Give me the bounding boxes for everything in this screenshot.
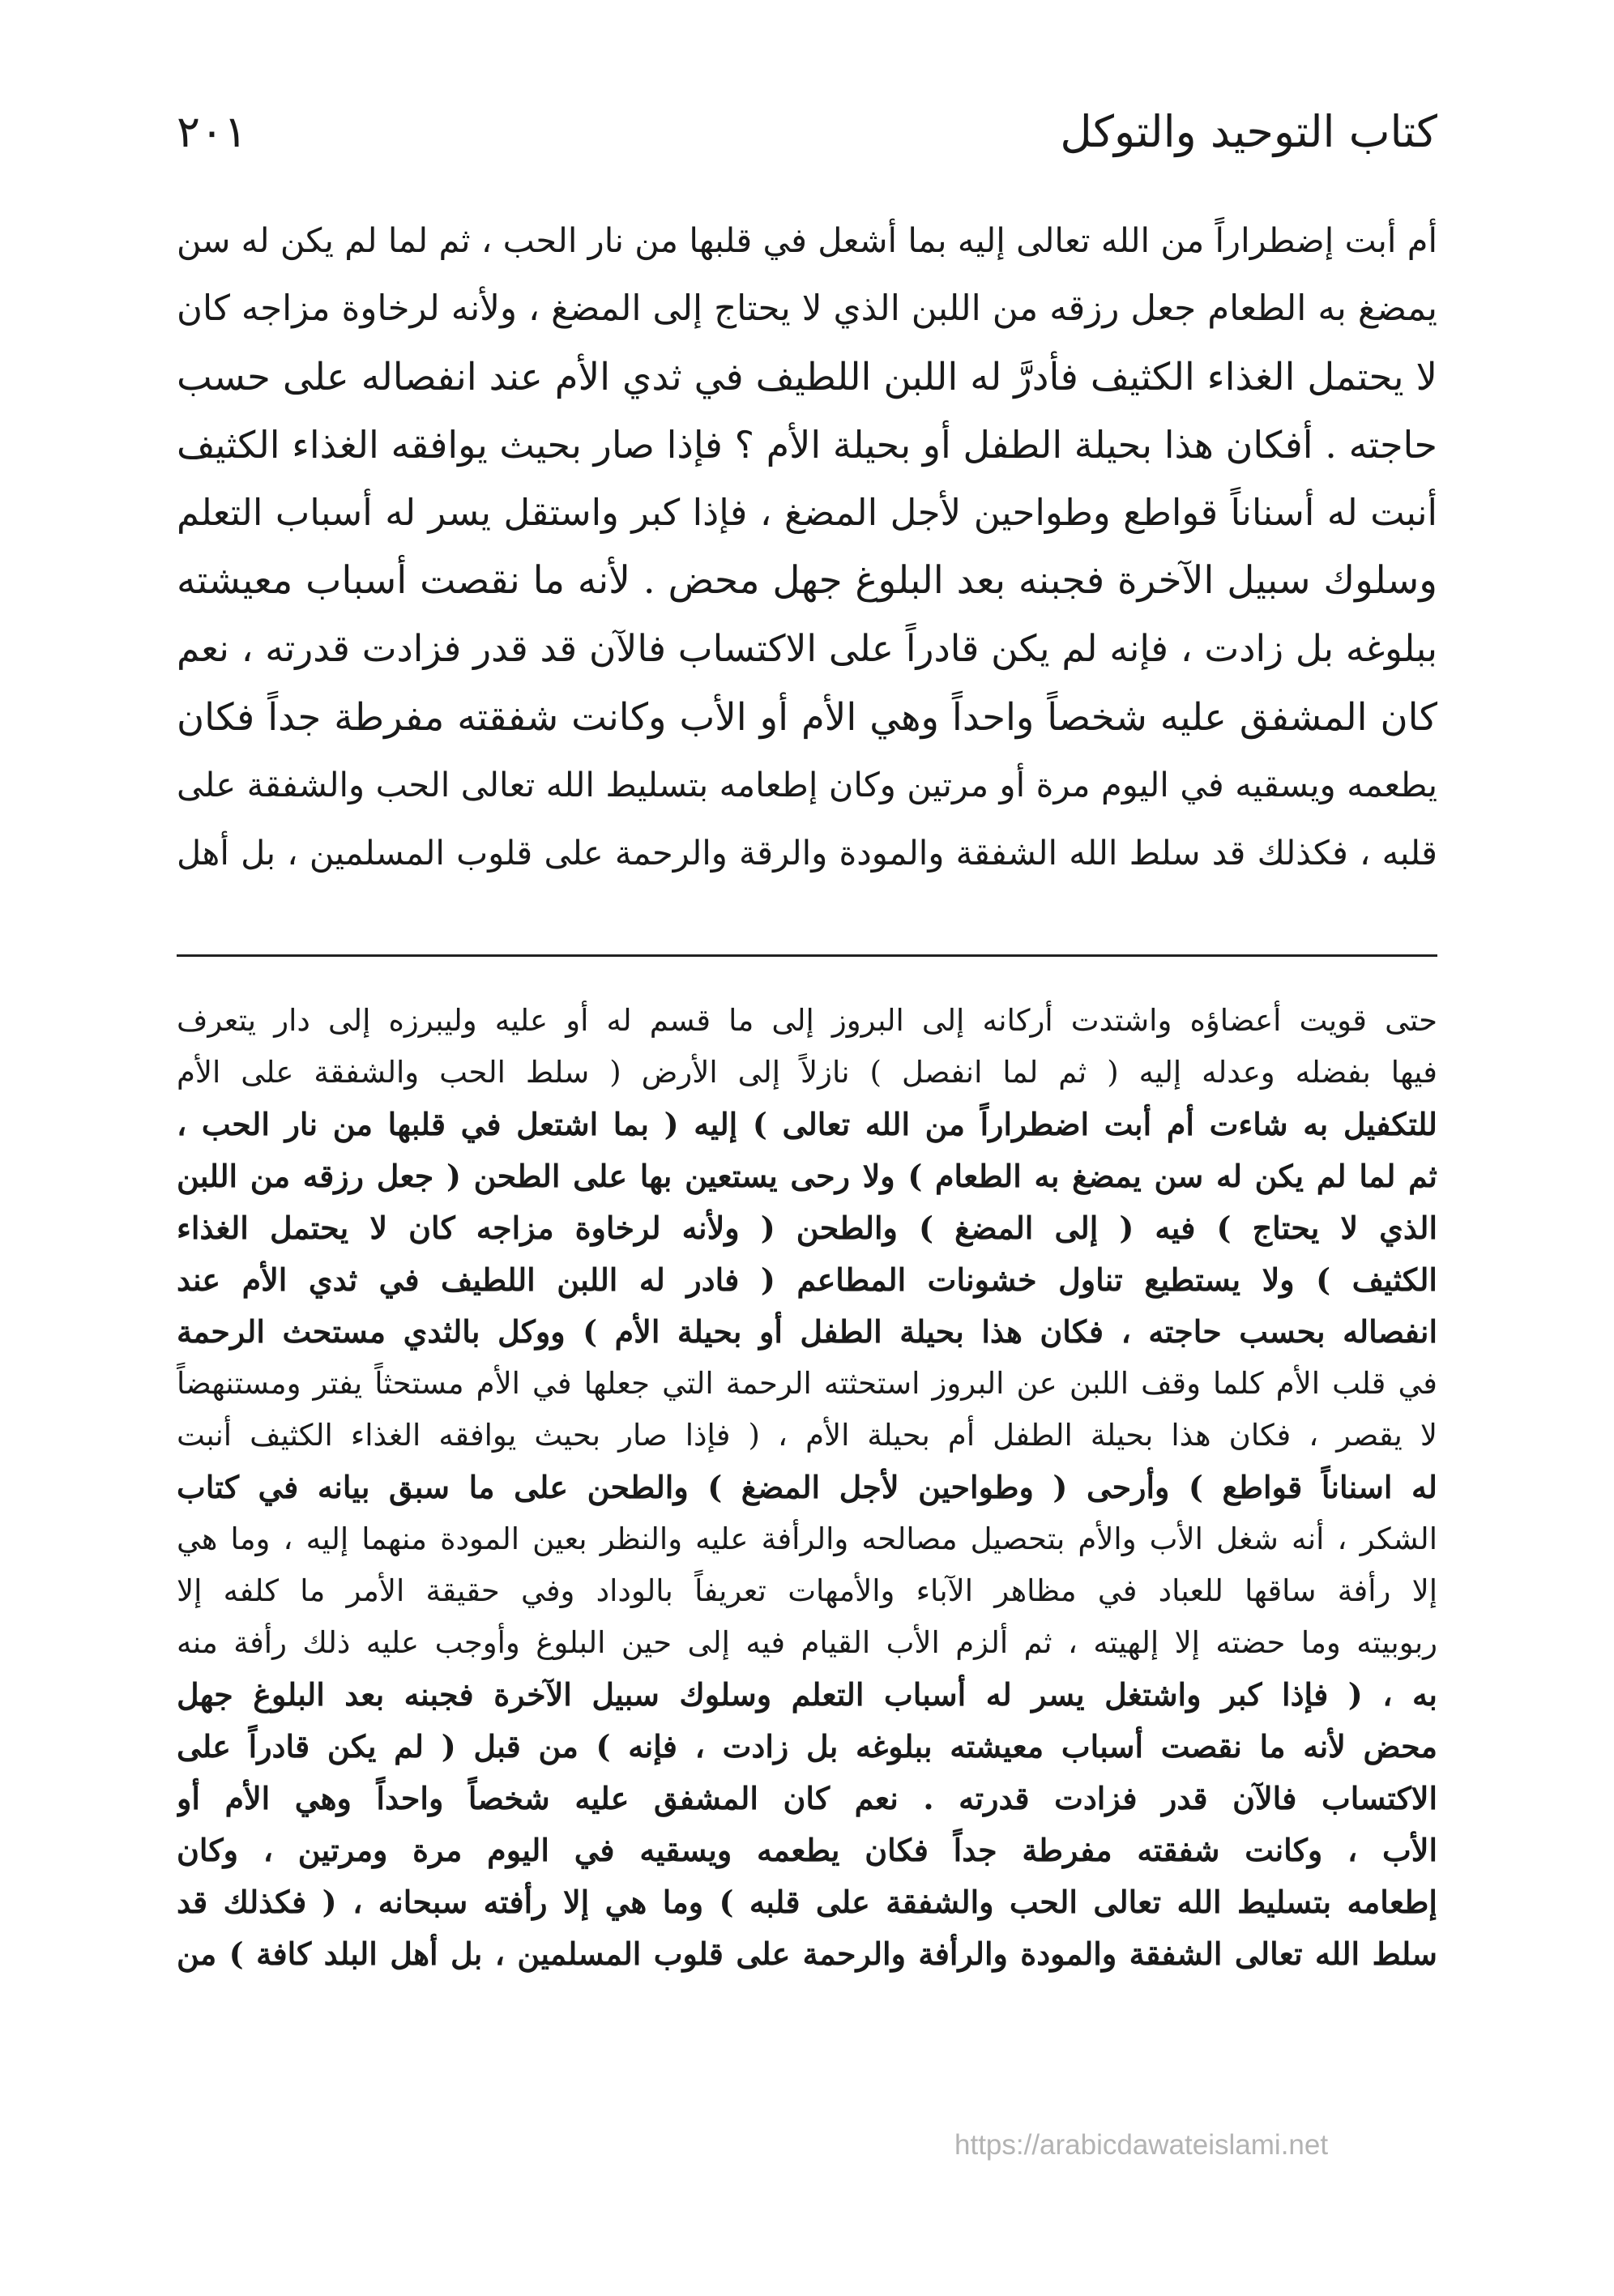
footnote-line: في قلب الأم كلما وقف اللبن عن البروز استحثته الرحمة التي جعلها في الأم مستحثاً يفتر ومستنهضاً [177,1366,1437,1401]
footnote-line: الذي لا يحتاج ) فيه ( إلى المضغ ) والطحن ( ولأنه لرخاوة مزاجه كان لا يحتمل الغذاء [177,1210,1437,1246]
main-text-line: يمضغ به الطعام جعل رزقه من اللبن الذي لا يحتاج إلى المضغ ، ولأنه لرخاوة مزاجه كان [177,288,1437,329]
main-text-line: ببلوغه بل زادت ، فإنه لم يكن قادراً على الاكتساب فالآن قد قدر فزادت قدرته ، نعم [177,627,1437,670]
footnote-commentary [177,995,1437,1980]
page-header [177,96,1437,169]
footnote-line: إلا رأفة ساقها للعباد في مظاهر الآباء والأمهات تعريفاً بالوداد وفي حقيقة الأمر ما كلفه إلا [177,1573,1437,1608]
page-number: ٢٠١ [177,106,248,157]
footnote-line: إطعامه بتسليط الله تعالى الحب والشفقة على قلبه ) وما هي إلا رأفته سبحانه ، ( فكذلك قد [177,1884,1437,1920]
footnote-line: سلط الله تعالى الشفقة والمودة والرأفة والرحمة على قلوب المسلمين ، بل أهل البلد كافة ) من [177,1935,1437,1972]
footnote-line: به ، ( فإذا كبر واشتغل يسر له أسباب التعلم وسلوك سبيل الآخرة فجبنه بعد البلوغ جهل [177,1676,1437,1713]
footnote-divider [177,954,1437,957]
main-text-line: وسلوك سبيل الآخرة فجبنه بعد البلوغ جهل محض . لأنه ما نقصت أسباب معيشته [177,558,1437,603]
footnote-line: انفصاله بحسب حاجته ، فكان هذا بحيلة الطفل أو بحيلة الأم ) ووكل بالثدي مستحث الرحمة [177,1313,1437,1350]
main-text [177,207,1437,887]
main-text-line: أم أبت إضطراراً من الله تعالى إليه بما أشعل في قلبها من نار الحب ، ثم لما لم يكن له سن [177,220,1437,260]
footnote-line: لا يقصر ، فكان هذا بحيلة الطفل أم بحيلة الأم ، ( فإذا صار بحيث يوافقه الغذاء الكثيف أنبت [177,1418,1437,1453]
footnote-line: فيها بفضله وعدله إليه ( ثم لما انفصل ) نازلاً إلى الأرض ( سلط الحب والشفقة على الأم [177,1055,1437,1090]
main-text-line: حاجته . أفكان هذا بحيلة الطفل أو بحيلة الأم ؟ فإذا صار بحيث يوافقه الغذاء الكثيف [177,423,1437,467]
main-text-line: قلبه ، فكذلك قد سلط الله الشفقة والمودة والرقة والرحمة على قلوب المسلمين ، بل أهل [177,833,1437,873]
main-text-line: لا يحتمل الغذاء الكثيف فأدرَّ له اللبن اللطيف في ثدي الأم عند انفصاله على حسب [177,355,1437,399]
footnote-line: الكثيف ) ولا يستطيع تناول خشونات المطاعم ( فادر له اللبن اللطيف في ثدي الأم عند [177,1261,1437,1298]
footnote-line: للتكفيل به شاءت أم أبت اضطراراً من الله تعالى ) إليه ( بما اشتعل في قلبها من نار الحب ، [177,1106,1437,1142]
running-title: كتاب التوحيد والتوكل [1060,106,1437,157]
footnote-line: محض لأنه ما نقصت أسباب معيشته ببلوغه بل زادت ، فإنه ) من قبل ( لم يكن قادراً على [177,1728,1437,1765]
footnote-line: الأب ، وكانت شفقته مفرطة جداً فكان يطعمه ويسقيه في اليوم مرة ومرتين ، وكان [177,1832,1437,1868]
main-text-line: كان المشفق عليه شخصاً واحداً وهي الأم أو الأب وكانت شفقته مفرطة جداً فكان [177,695,1437,739]
main-text-line: أنبت له أسناناً قواطع وطواحين لأجل المضغ ، فإذا كبر واستقل يسر له أسباب التعلم [177,491,1437,534]
footnote-line: ثم لما لم يكن له سن يمضغ به الطعام ) ولا رحى يستعين بها على الطحن ( جعل رزقه من اللبن [177,1158,1437,1194]
footnote-line: الاكتساب فالآن قدر فزادت قدرته . نعم كان المشفق عليه شخصاً واحداً وهي الأم أو [177,1780,1437,1816]
site-watermark: https://arabicdawateislami.net [954,2129,1329,2161]
footnote-line: حتى قويت أعضاؤه واشتدت أركانه إلى البروز إلى ما قسم له أو عليه وليبرزه إلى دار يتعرف [177,1003,1437,1038]
footnote-line: ربوبيته وما حضته إلا إلهيته ، ثم ألزم الأب القيام فيه إلى حين البلوغ وأوجب عليه ذلك رأفة منه [177,1625,1437,1660]
footnote-line: الشكر ، أنه شغل الأب والأم بتحصيل مصالحه والرأفة عليه والنظر بعين المودة منهما إليه ، وما هي [177,1521,1437,1556]
main-text-line: يطعمه ويسقيه في اليوم مرة أو مرتين وكان إطعامه بتسليط الله تعالى الحب والشفقة على [177,765,1437,804]
footnote-line: له اسناناً قواطع ) وأرحى ( وطواحين لأجل المضغ ) والطحن على ما سبق بيانه في كتاب [177,1469,1437,1505]
